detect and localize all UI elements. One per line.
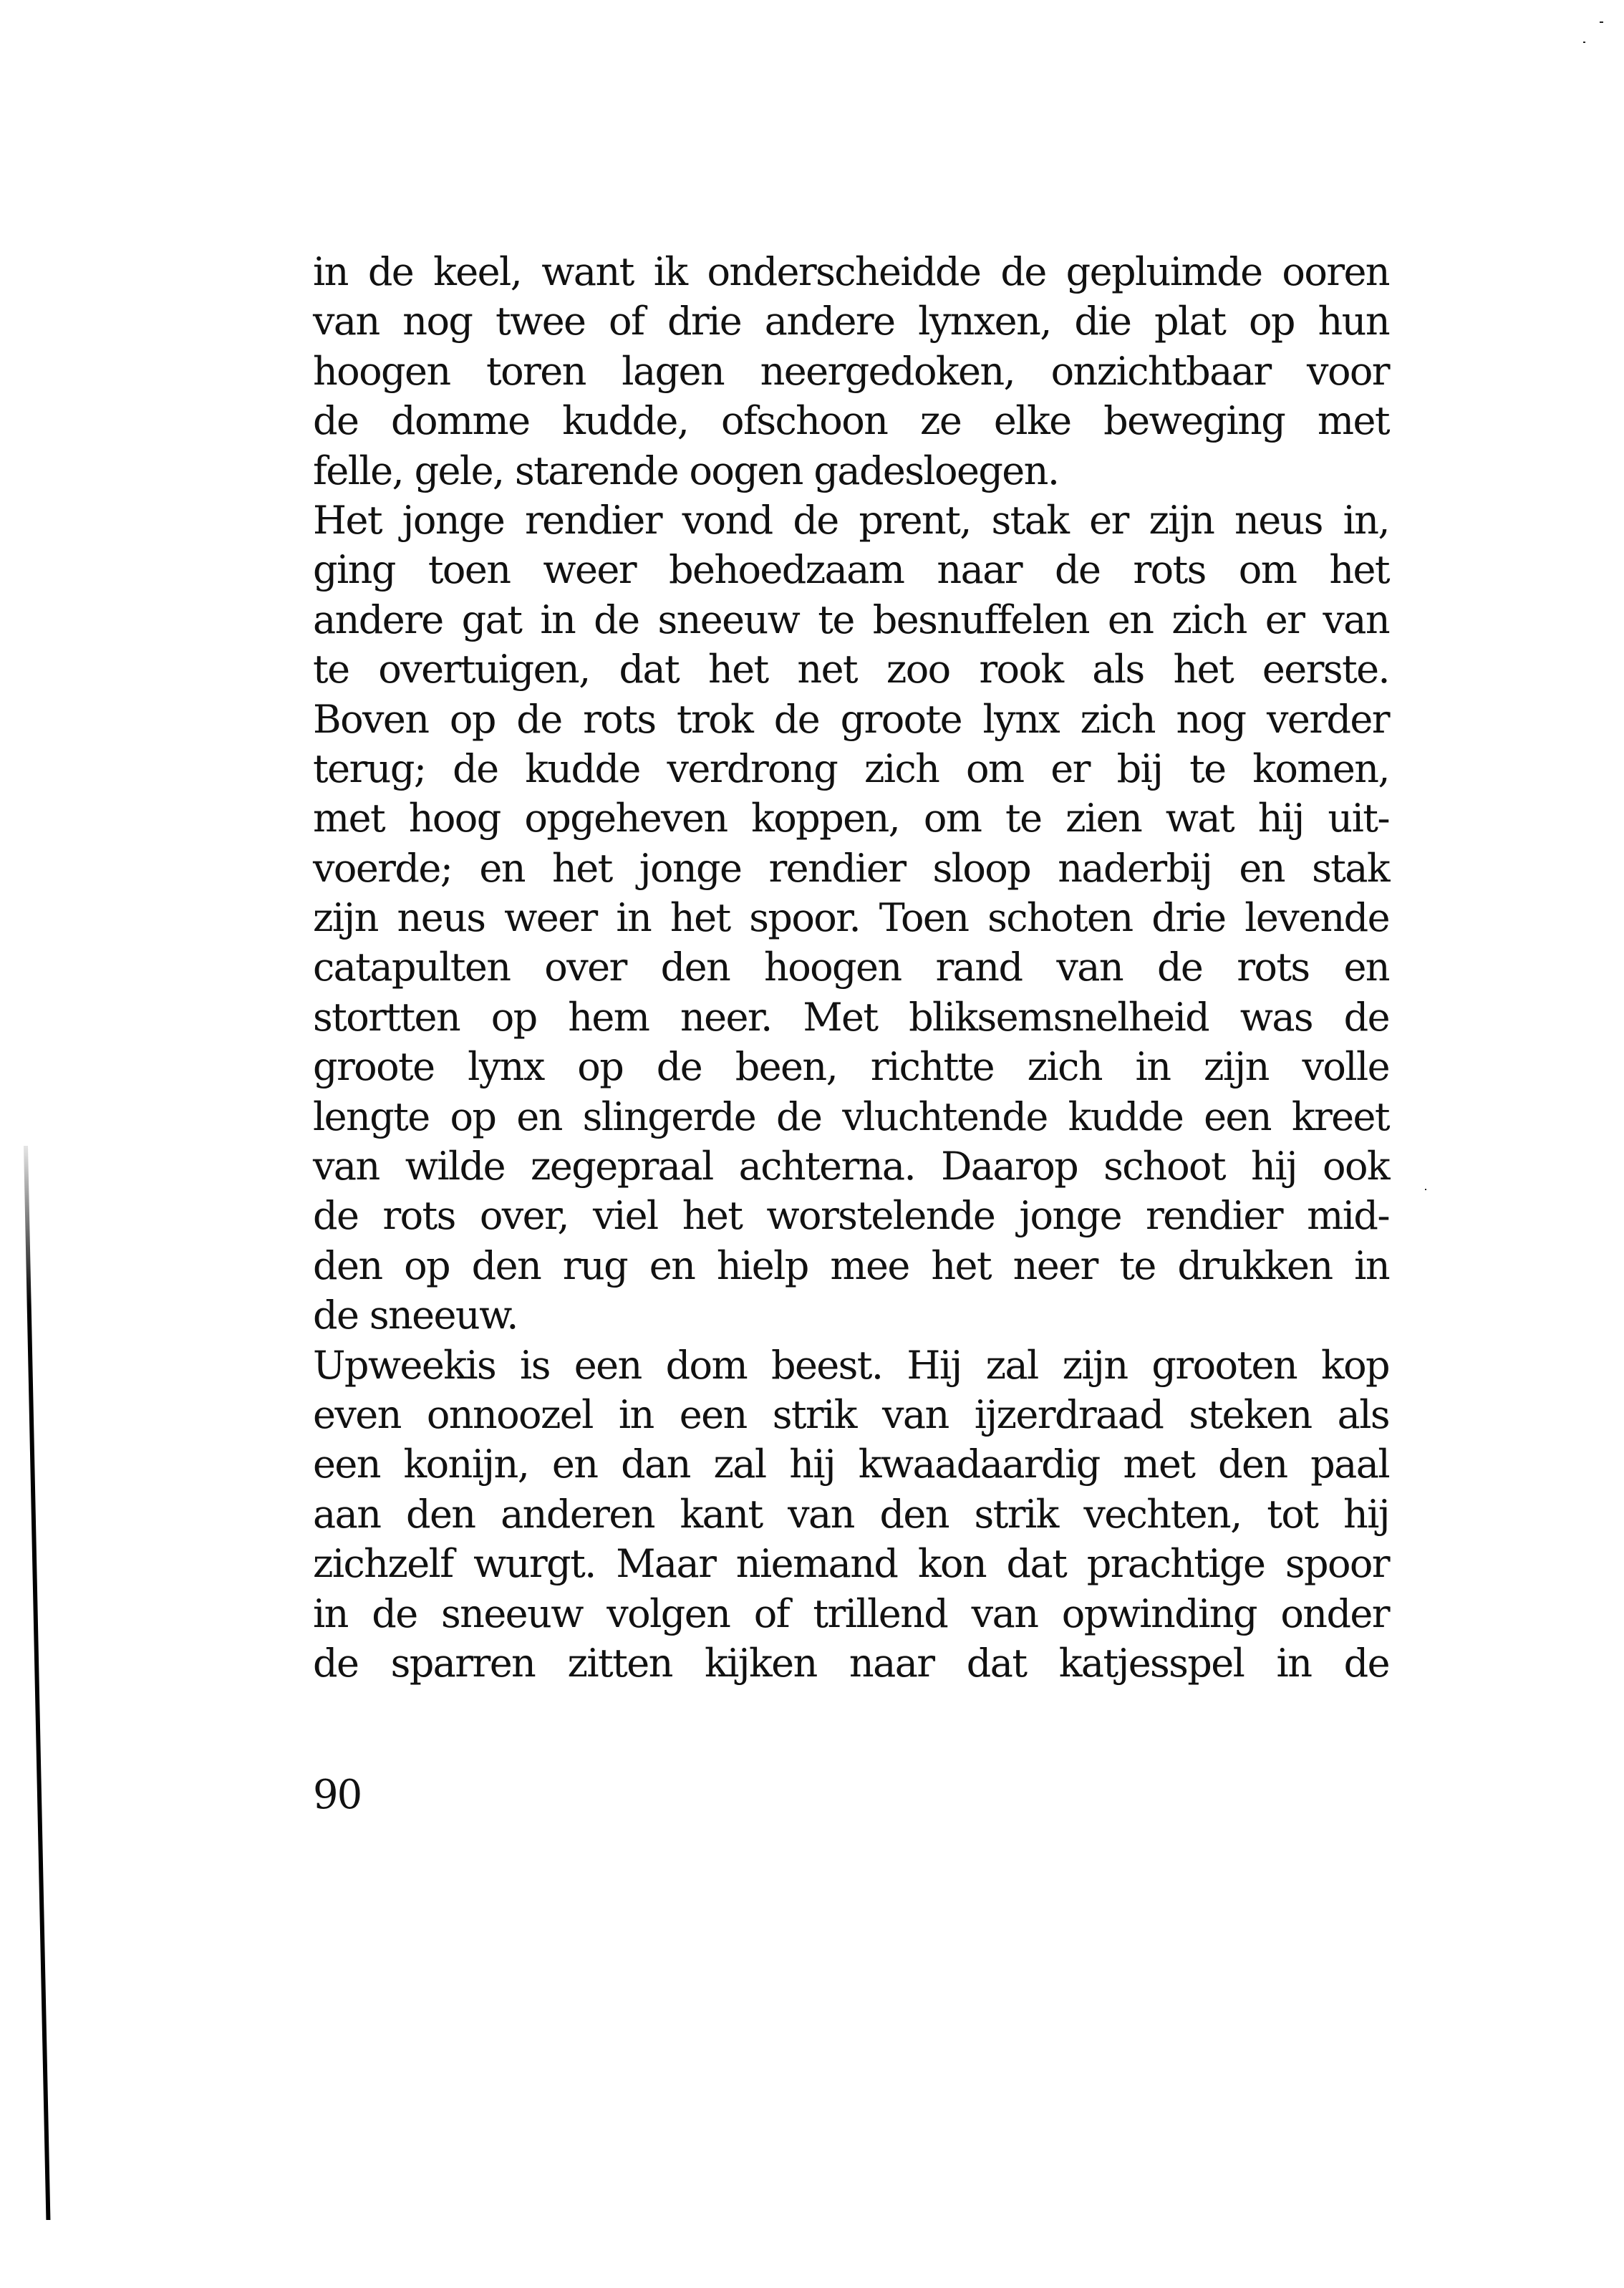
text-line: aan den anderen kant van den strik vechten, tot hij	[313, 1491, 1389, 1537]
text-line: andere gat in de sneeuw te besnuffelen en zich er van	[313, 597, 1389, 642]
text-line: van wilde zegepraal achterna. Daarop schoot hij ook	[313, 1144, 1389, 1189]
text-line: hoogen toren lagen neergedoken, onzichtbaar voor	[313, 348, 1389, 394]
text-line: stortten op hem neer. Met bliksemsnelheid was de	[313, 994, 1389, 1040]
text-line: den op den rug en hielp mee het neer te drukken in	[313, 1242, 1389, 1288]
text-line: Upweekis is een dom beest. Hij zal zijn grooten kop	[313, 1342, 1389, 1388]
text-line: lengte op en slingerde de vluchtende kudde een kreet	[313, 1094, 1389, 1139]
text-line: felle, gele, starende oogen gadesloegen.	[313, 448, 1059, 493]
text-line: catapulten over den hoogen rand van de rots en	[313, 945, 1389, 990]
text-line: een konijn, en dan zal hij kwaadaardig met den paal	[313, 1442, 1389, 1487]
text-line: de domme kudde, ofschoon ze elke beweging met	[313, 398, 1389, 444]
scan-speck	[1600, 21, 1603, 23]
body-text	[313, 247, 1389, 1688]
text-line: met hoog opgeheven koppen, om te zien wat hij uit-	[313, 796, 1389, 841]
text-line: in de sneeuw volgen of trillend van opwinding onder	[313, 1591, 1389, 1636]
scan-speck	[1583, 42, 1585, 43]
text-line: voerde; en het jonge rendier sloop naderbij en stak	[313, 845, 1389, 891]
text-line: Het jonge rendier vond de prent, stak er zijn neus in,	[313, 497, 1389, 543]
page-number: 90	[313, 1772, 362, 1818]
text-line: van nog twee of drie andere lynxen, die plat op hun	[313, 299, 1389, 344]
text-line: te overtuigen, dat het net zoo rook als het eerste.	[313, 647, 1389, 692]
scan-edge-shadow	[24, 1146, 50, 2220]
text-line: zijn neus weer in het spoor. Toen schoten drie levende	[313, 895, 1389, 941]
text-line: groote lynx op de been, richtte zich in zijn volle	[313, 1044, 1389, 1090]
text-line: de sparren zitten kijken naar dat katjesspel in de	[313, 1640, 1389, 1686]
scan-speck	[1425, 1189, 1426, 1190]
text-line: de rots over, viel het worstelende jonge rendier mid-	[313, 1193, 1389, 1239]
text-line: Boven op de rots trok de groote lynx zich nog verder	[313, 696, 1389, 742]
text-line: terug; de kudde verdrong zich om er bij te komen,	[313, 745, 1389, 791]
text-line: ging toen weer behoedzaam naar de rots om het	[313, 547, 1389, 593]
text-line: de sneeuw.	[313, 1293, 518, 1338]
text-line: in de keel, want ik onderscheidde de gepluimde ooren	[313, 249, 1389, 294]
text-line: zichzelf wurgt. Maar niemand kon dat prachtige spoor	[313, 1541, 1389, 1587]
text-line: even onnoozel in een strik van ijzerdraad steken als	[313, 1391, 1389, 1437]
